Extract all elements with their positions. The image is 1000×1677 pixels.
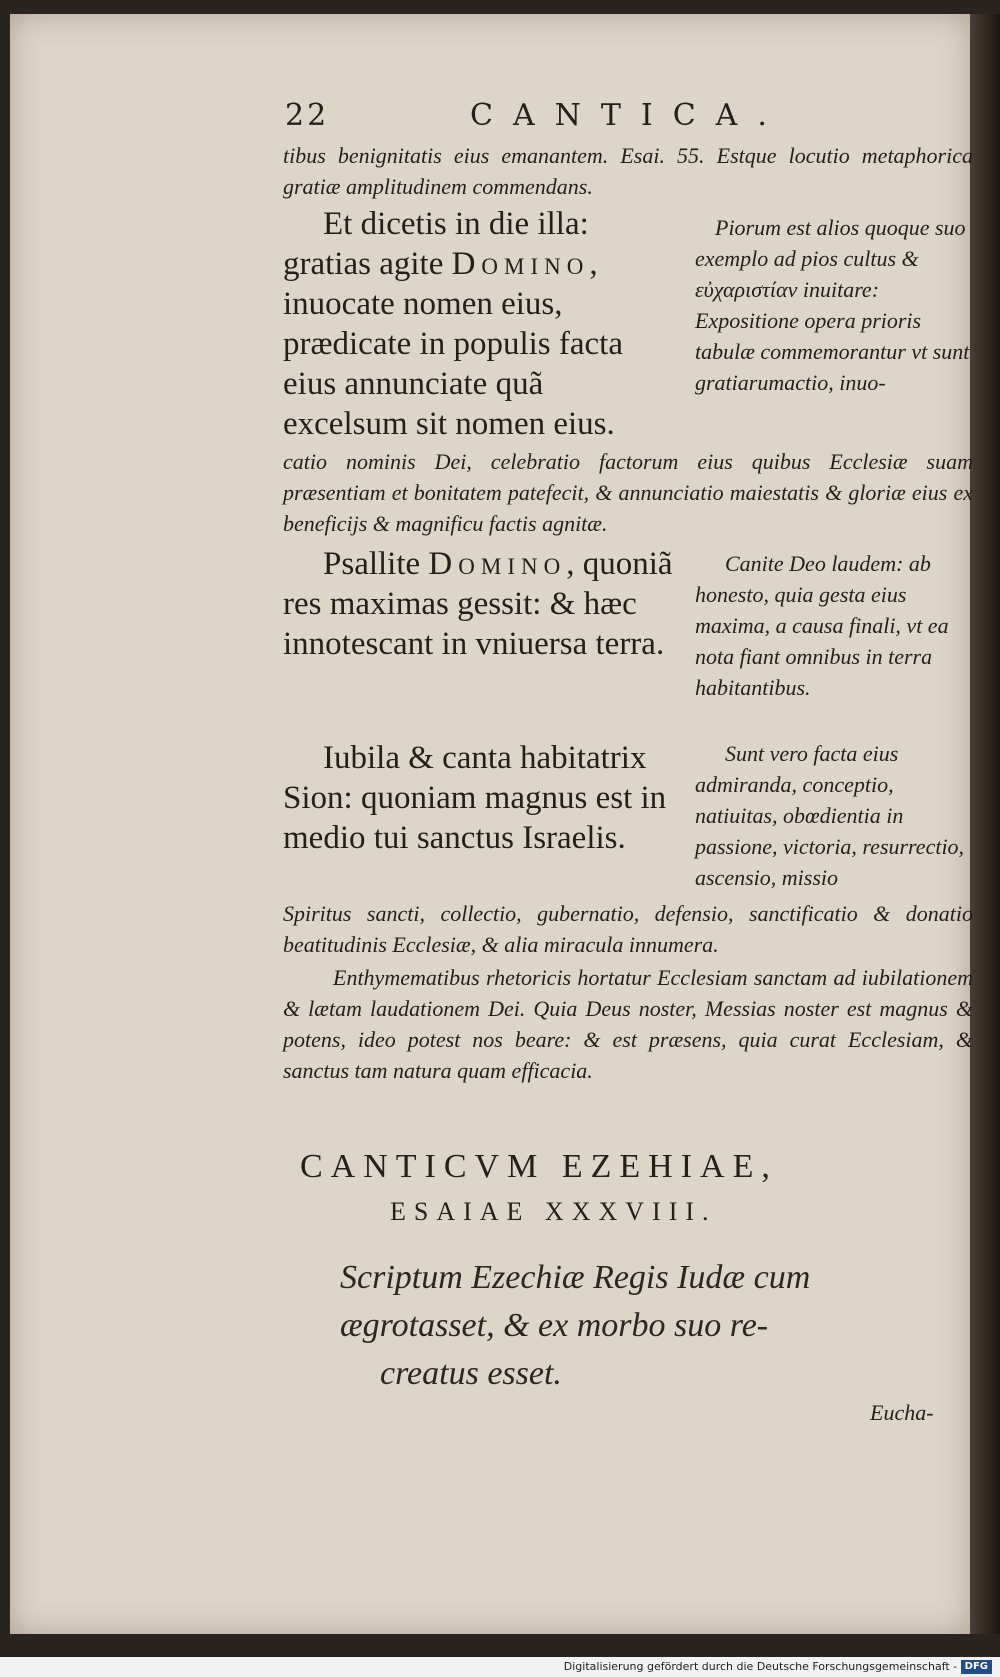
verse-2-text-b: , quoniã res maximas gessit: & hæc innotescant in vniuersa terra. <box>283 546 673 662</box>
gloss-2: Canite Deo laudem: ab honesto, quia gesta eius maxima, a causa finali, vt ea nota fiant omnibus in terra habitantibus. <box>695 551 949 700</box>
commentary-paragraph-4: Enthymematibus rhetoricis hortatur Ecclesiam sanctam ad iubilationem & lætam laudationem Dei. Quia Deus noster, Messias noster est magnus & potens, ideo potest nos beare: & est præsens, quia curat Ecclesiam, & sanctus tam natura quam efficacia. <box>283 965 973 1083</box>
commentary-paragraph-1: tibus benignitatis eius emanantem. Esai. 55. Estque locutio metaphorica gratiæ amplitudinem commendans. <box>283 143 973 199</box>
section-title: CANTICVM EZEHIAE, <box>300 1148 778 1185</box>
verse-1 <box>283 204 673 444</box>
page-edge <box>970 14 1000 1634</box>
verse-1-text-a: Et dicetis in die illa: gratias agite <box>283 206 589 282</box>
section-subtitle: ESAIAE XXXVIII. <box>390 1197 717 1226</box>
section-description <box>340 1254 910 1398</box>
catchword: Eucha- <box>870 1400 934 1425</box>
page-number: 22 <box>285 98 330 133</box>
footer-credit: Digitalisierung gefördert durch die Deutsche Forschungsgemeinschaft - <box>563 1660 958 1673</box>
dfg-logo: DFG <box>961 1660 992 1674</box>
gloss-3: Sunt vero facta eius admiranda, conceptio, natiuitas, obœdientia in passione, victoria, resurrectio, ascensio, missio <box>695 741 965 890</box>
description-line-1: Scriptum Ezechiæ Regis Iudæ cum <box>340 1259 811 1296</box>
commentary-paragraph-2: catio nominis Dei, celebratio factorum eius quibus Ecclesiæ suam præsentiam et bonitatem patefecit, & annunciatio maiestatis & gloriæ eius ex beneficijs & magnificu factis agnitæ. <box>283 449 973 536</box>
commentary-paragraph-3: Spiritus sancti, collectio, gubernatio, defensio, sanctificatio & donatio beatitudinis Ecclesiæ, & alia miracula innumera. <box>283 901 973 957</box>
verse-3: Iubila & canta habitatrix Sion: quoniam magnus est in medio tui sanctus Israelis. <box>283 740 667 856</box>
verse-2-smallcaps: Domino <box>428 546 567 582</box>
verse-1-text-b: , inuocate nomen eius, prædicate in populis facta eius annunciate quã excelsum sit nomen eius. <box>283 246 623 442</box>
verse-2 <box>283 544 673 664</box>
running-title: CANTICA. <box>470 98 787 133</box>
gloss-1: Piorum est alios quoque suo exemplo ad pios cultus & εὐχαριστίαν inuitare: Expositione opera prioris tabulæ commemorantur vt sunt gratiarumactio, inuo- <box>695 215 970 395</box>
verse-1-smallcaps: Domino <box>451 246 590 282</box>
digitization-footer <box>0 1657 1000 1677</box>
description-line-2: ægrotasset, & ex morbo suo re- <box>340 1307 769 1344</box>
verse-2-text-a: Psallite <box>323 546 429 582</box>
description-line-3: creatus esset. <box>380 1355 562 1392</box>
